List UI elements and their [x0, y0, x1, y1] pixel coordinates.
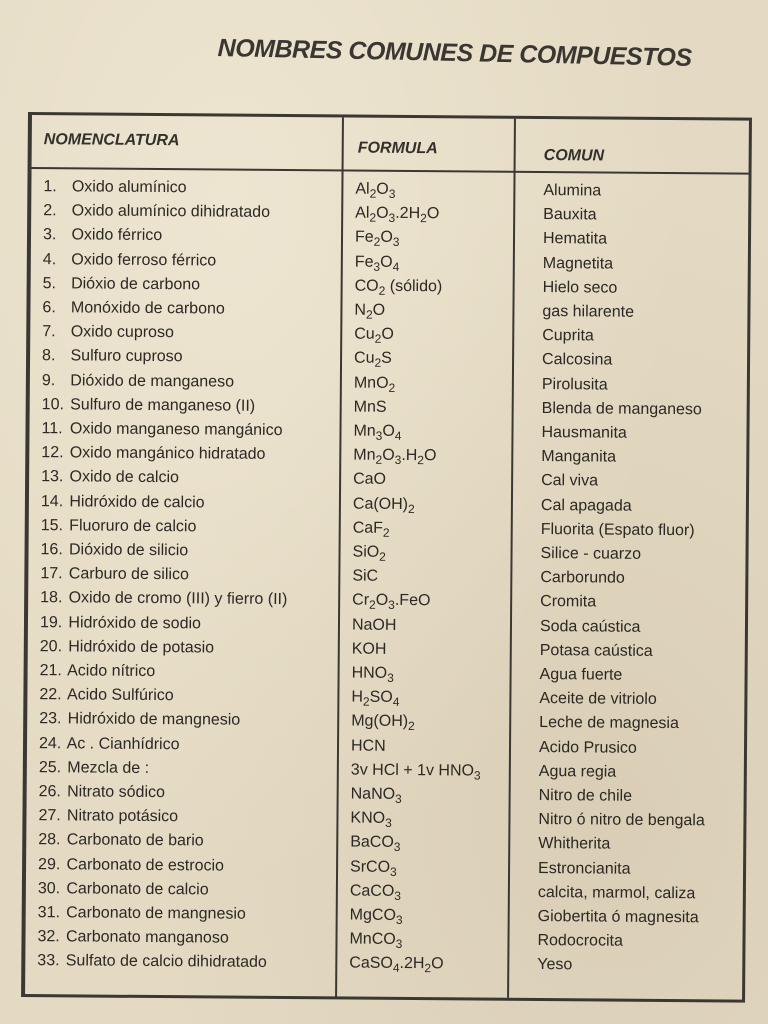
row-number: 28.: [38, 831, 61, 849]
compound-name-text: Sulfuro cuproso: [70, 347, 183, 366]
formula-part: S: [381, 350, 392, 368]
common-name: Soda caústica: [539, 617, 641, 636]
row-number: 33.: [37, 952, 60, 970]
common-name: Cal apagada: [540, 496, 632, 515]
row-number: 6.: [42, 299, 56, 317]
formula-part: CaF: [352, 519, 384, 537]
chemical-formula: [352, 639, 387, 659]
compound-name: [37, 951, 267, 973]
common-name: Pirolusita: [541, 375, 608, 394]
formula-subscript: 2: [362, 694, 370, 709]
formula-part: O: [423, 447, 437, 465]
formula-subscript: 2: [374, 331, 382, 346]
row-number: 32.: [37, 928, 60, 946]
compound-name: [39, 709, 240, 731]
common-name: Estroncianita: [538, 859, 631, 878]
chemical-formula: [354, 301, 385, 321]
compound-name-text: Dióxido de manganeso: [70, 371, 235, 391]
row-number: 3.: [42, 226, 57, 244]
compound-name-text: Carbonato de calcio: [66, 880, 209, 899]
chemical-formula: [351, 688, 399, 708]
row-number: 24.: [38, 734, 62, 752]
compound-name-text: Hidróxido de mangnesio: [67, 710, 241, 730]
compound-name: [40, 613, 201, 634]
formula-subscript: 2: [417, 453, 425, 468]
chemical-formula: [350, 881, 401, 901]
common-name: Fluorita (Espato fluor): [540, 520, 695, 540]
formula-subscript: 2: [407, 501, 415, 516]
compound-name-text: Nitrato potásico: [66, 807, 179, 826]
common-name: Nitro ó nitro de bengala: [538, 811, 705, 830]
common-name: Alumina: [543, 182, 602, 200]
common-name: Cal viva: [541, 472, 599, 490]
formula-subscript: 2: [368, 598, 376, 613]
compound-name-text: Nitrato sódico: [67, 783, 166, 802]
formula-subscript: 3: [394, 453, 402, 468]
common-name: Cuprita: [542, 327, 594, 345]
formula-subscript: 3: [393, 840, 401, 855]
compound-name: [41, 419, 282, 441]
chemical-formula: [352, 591, 430, 612]
formula-part: Cu: [354, 325, 375, 343]
common-name: Potasa caústica: [539, 641, 653, 660]
formula-subscript: 4: [392, 259, 400, 274]
compound-name: [38, 806, 178, 827]
compound-name-text: Oxido férrico: [71, 226, 163, 245]
formula-part: Cu: [354, 349, 375, 368]
common-name: Silice - cuarzo: [540, 545, 642, 563]
compound-name: [41, 443, 265, 465]
chemical-formula: [355, 180, 395, 200]
page-title: NOMBRES COMUNES DE COMPUESTOS: [217, 34, 692, 72]
compound-name: [38, 830, 204, 851]
chemical-formula: [352, 664, 394, 684]
chemical-formula: [350, 857, 397, 877]
row-number: 23.: [39, 710, 62, 728]
compound-name-text: Monóxido de carbono: [70, 299, 225, 318]
row-number: 31.: [37, 904, 61, 922]
row-number: 13.: [41, 468, 64, 486]
chemical-formula: [351, 736, 386, 756]
row-number: 30.: [37, 879, 61, 898]
compound-name-text: Oxido alumínico dihidratado: [71, 202, 271, 222]
compound-name: [41, 468, 179, 489]
common-name: Aceite de vitriolo: [539, 690, 657, 709]
common-name: Calcosina: [542, 351, 613, 369]
formula-part: Mn: [353, 446, 376, 464]
formula-part: (sólido): [385, 277, 443, 296]
chemical-formula: [349, 930, 402, 950]
compound-name-text: Hidróxido de calcio: [69, 492, 205, 511]
row-number: 12.: [41, 444, 64, 462]
compound-name-text: Oxido cuproso: [70, 323, 174, 342]
formula-part: O: [376, 204, 389, 223]
compound-name-text: Oxido alumínico: [71, 178, 187, 197]
formula-part: KOH: [351, 640, 387, 658]
common-name: Hematita: [542, 230, 608, 248]
formula-part: CaO: [353, 470, 387, 489]
row-number: 5.: [42, 274, 57, 293]
compound-name: [41, 516, 197, 537]
formula-subscript: 3: [385, 816, 392, 831]
formula-part: O: [426, 205, 440, 223]
compound-name: [43, 250, 217, 271]
compound-name: [39, 734, 180, 755]
row-number: 4.: [42, 250, 57, 268]
compound-name-text: Carburo de silico: [68, 565, 189, 584]
row-number: 7.: [42, 323, 56, 341]
formula-subscript: 2: [379, 549, 386, 564]
formula-subscript: 3: [375, 428, 383, 443]
compound-name-text: Hidróxido de sodio: [68, 613, 202, 632]
compound-name-text: Acido nítrico: [67, 662, 156, 681]
chemical-formula: [352, 615, 397, 635]
formula-subscript: 3: [388, 186, 396, 201]
row-number: 19.: [39, 613, 63, 631]
chemical-formula: [354, 397, 387, 417]
formula-subscript: 2: [373, 235, 381, 250]
compound-name-text: Fluoruro de calcio: [69, 517, 197, 536]
formula-part: MnS: [353, 398, 387, 416]
chemical-formula: [355, 252, 400, 272]
formula-part: O: [376, 180, 389, 198]
compound-name-text: Ac . Cianhídrico: [66, 734, 180, 753]
table-row: [25, 951, 742, 981]
chemical-formula: [350, 833, 400, 853]
row-number: 17.: [40, 565, 63, 583]
common-name: Manganita: [541, 448, 617, 466]
compound-name: [38, 903, 246, 925]
common-name: Blenda de manganeso: [541, 399, 702, 419]
formula-subscript: 3: [395, 791, 402, 806]
common-name: Magnetita: [542, 254, 614, 273]
row-number: 26.: [38, 783, 61, 801]
compound-name-text: Oxido de calcio: [69, 468, 180, 487]
common-name: Carborundo: [540, 569, 625, 587]
chemical-formula: [355, 228, 400, 248]
compound-name: [40, 564, 189, 585]
formula-subscript: 2: [375, 452, 383, 467]
row-number: 9.: [41, 371, 56, 389]
formula-part: BaCO: [350, 833, 394, 852]
formula-subscript: 3: [392, 235, 400, 250]
chemical-formula: [355, 276, 443, 297]
formula-subscript: 2: [424, 961, 432, 976]
chemical-formula: [354, 373, 396, 393]
compound-name-text: Carbonato de estrocio: [66, 855, 225, 875]
formula-part: SiO: [352, 543, 380, 561]
common-name: Rodocrocita: [537, 932, 623, 950]
row-number: 20.: [39, 637, 63, 656]
compounds-table: [21, 112, 752, 1003]
row-number: 29.: [38, 855, 61, 873]
formula-subscript: 4: [394, 428, 402, 443]
formula-part: O: [381, 325, 394, 344]
compound-name: [40, 540, 188, 561]
common-name: Whitherita: [538, 835, 611, 853]
compound-name-text: Dióxido de silicio: [68, 541, 189, 560]
common-name: Hausmanita: [541, 424, 627, 442]
formula-part: O: [380, 253, 393, 271]
compound-name: [43, 226, 162, 247]
formula-subscript: 2: [369, 186, 377, 201]
compound-name-text: Dióxio de carbono: [71, 275, 201, 294]
common-name: Cromita: [540, 593, 597, 611]
compound-name-text: Oxido mangánico hidratado: [69, 444, 266, 464]
compound-name-text: Acido Sulfúrico: [66, 686, 174, 705]
formula-part: Cr: [352, 591, 370, 610]
formula-part: Al: [355, 180, 370, 198]
compound-name: [38, 879, 209, 900]
compound-name-text: Sulfuro de manganeso (II): [70, 396, 256, 415]
chemical-formula: [349, 954, 443, 975]
formula-part: O: [431, 955, 444, 973]
row-number: 22.: [39, 686, 62, 704]
formula-subscript: 3: [395, 937, 403, 952]
chemical-formula: [353, 422, 401, 442]
compound-name-text: Carbonato manganoso: [65, 928, 229, 947]
compound-name: [39, 685, 173, 706]
row-number: 1.: [43, 178, 57, 196]
formula-subscript: 3: [473, 768, 481, 783]
formula-part: Fe: [354, 253, 374, 271]
formula-part: Ca(OH): [352, 495, 409, 513]
formula-part: SO: [369, 688, 393, 707]
common-name: Acido Prusico: [538, 738, 637, 757]
formula-part: CaCO: [349, 882, 395, 900]
compound-name-text: Carbonato de bario: [66, 831, 204, 850]
formula-part: .H: [401, 447, 418, 465]
formula-part: KNO: [350, 809, 386, 828]
formula-part: 3v HCl + 1v HNO: [350, 761, 475, 780]
formula-subscript: 3: [387, 670, 394, 685]
formula-part: MgCO: [349, 906, 397, 924]
formula-subscript: 2: [408, 719, 415, 734]
formula-part: .2H: [399, 955, 425, 973]
row-number: 8.: [42, 347, 56, 365]
common-name: calcita, marmol, caliza: [537, 883, 696, 903]
chemical-formula: [350, 906, 403, 926]
formula-subscript: 2: [365, 307, 373, 322]
compound-name-text: Sulfato de calcio dihidratado: [65, 952, 267, 972]
compound-name: [42, 347, 183, 368]
compound-name-text: Carbonato de mangnesio: [66, 904, 246, 923]
formula-part: O: [372, 301, 386, 319]
common-name: Bauxita: [543, 206, 597, 224]
row-number: 16.: [40, 541, 63, 559]
formula-part: CO: [354, 277, 379, 295]
compound-name: [37, 927, 228, 949]
formula-subscript: 3: [373, 259, 381, 274]
compound-name-text: Oxido manganeso mangánico: [69, 420, 283, 440]
row-number: 18.: [40, 589, 63, 607]
formula-subscript: 2: [378, 283, 386, 298]
common-name: Yeso: [537, 956, 573, 974]
formula-part: N: [354, 301, 367, 319]
formula-part: Fe: [354, 228, 374, 247]
formula-subscript: 3: [394, 888, 402, 903]
compound-name: [42, 322, 174, 343]
common-name: Leche de magnesia: [539, 714, 679, 733]
formula-part: MnCO: [349, 930, 396, 949]
formula-subscript: 3: [389, 864, 397, 879]
formula-subscript: 3: [388, 598, 395, 613]
compound-name-text: Oxido ferroso férrico: [71, 250, 217, 270]
compound-name: [41, 492, 205, 513]
compound-name: [43, 177, 186, 198]
chemical-formula: [354, 325, 394, 345]
row-number: 21.: [39, 662, 62, 680]
compound-name: [42, 298, 224, 319]
formula-part: NaNO: [350, 785, 396, 803]
compound-name: [38, 855, 224, 876]
compound-name: [40, 589, 287, 611]
chemical-formula: [351, 760, 481, 781]
row-number: 10.: [41, 395, 65, 414]
chemical-formula: [352, 567, 378, 587]
compound-name: [40, 637, 214, 658]
chemical-formula: [353, 470, 386, 490]
formula-part: Al: [355, 204, 370, 222]
header-divider: [32, 167, 749, 175]
formula-subscript: 4: [392, 695, 400, 710]
formula-part: SrCO: [350, 858, 391, 876]
formula-part: Mg(OH): [351, 712, 409, 731]
header-comun: COMUN: [543, 147, 605, 165]
common-name: Hielo seco: [542, 278, 618, 297]
header-nomenclatura: NOMENCLATURA: [43, 131, 180, 150]
formula-part: HNO: [351, 664, 388, 682]
formula-part: O: [380, 229, 393, 247]
chemical-formula: [350, 809, 392, 829]
formula-subscript: 2: [420, 211, 427, 226]
compound-name: [42, 395, 256, 417]
formula-part: Mn: [353, 422, 376, 440]
formula-part: O: [375, 592, 389, 610]
formula-subscript: 2: [388, 380, 396, 395]
formula-part: .2H: [395, 205, 421, 223]
formula-part: MnO: [353, 374, 389, 392]
formula-part: CaSO: [349, 954, 393, 973]
row-number: 11.: [41, 420, 63, 438]
formula-part: O: [382, 422, 395, 440]
compound-name: [43, 201, 270, 223]
formula-part: H: [351, 688, 364, 706]
common-name: Giobertita ó magnesita: [537, 908, 699, 927]
common-name: Agua regia: [538, 762, 617, 781]
formula-part: SiC: [352, 567, 379, 585]
formula-subscript: 3: [388, 211, 396, 226]
formula-subscript: 2: [369, 210, 377, 225]
formula-subscript: 3: [395, 912, 403, 927]
row-number: 14.: [40, 492, 64, 510]
chemical-formula: [354, 349, 392, 369]
common-name: gas hilarente: [542, 303, 635, 321]
formula-subscript: 2: [382, 525, 390, 540]
chemical-formula: [355, 204, 439, 225]
chemical-formula: [351, 785, 402, 805]
compound-name: [39, 782, 165, 803]
formula-part: .FeO: [394, 592, 431, 610]
formula-subscript: 2: [374, 356, 382, 371]
compound-name: [43, 274, 201, 295]
compound-name: [40, 661, 156, 682]
compound-name: [39, 758, 149, 779]
chemical-formula: [351, 712, 415, 732]
header-formula: FORMULA: [357, 139, 438, 158]
formula-part: O: [382, 446, 395, 465]
compound-name-text: Oxido de cromo (III) y fierro (II): [68, 589, 288, 609]
row-number: 15.: [40, 516, 64, 535]
common-name: Agua fuerte: [539, 666, 623, 684]
compound-name-text: Hidróxido de potasio: [68, 638, 215, 657]
row-number: 25.: [38, 758, 62, 777]
row-number: 27.: [38, 807, 61, 825]
chemical-formula: [353, 446, 436, 467]
formula-part: NaOH: [351, 616, 397, 634]
chemical-formula: [352, 543, 386, 563]
compound-name: [42, 371, 234, 393]
common-name: Nitro de chile: [538, 787, 633, 805]
row-number: 2.: [43, 202, 57, 220]
compound-name-text: Mezcla de :: [67, 759, 150, 777]
formula-subscript: 4: [392, 961, 400, 976]
chemical-formula: [353, 494, 415, 514]
chemical-formula: [353, 518, 390, 538]
formula-part: HCN: [350, 737, 386, 755]
